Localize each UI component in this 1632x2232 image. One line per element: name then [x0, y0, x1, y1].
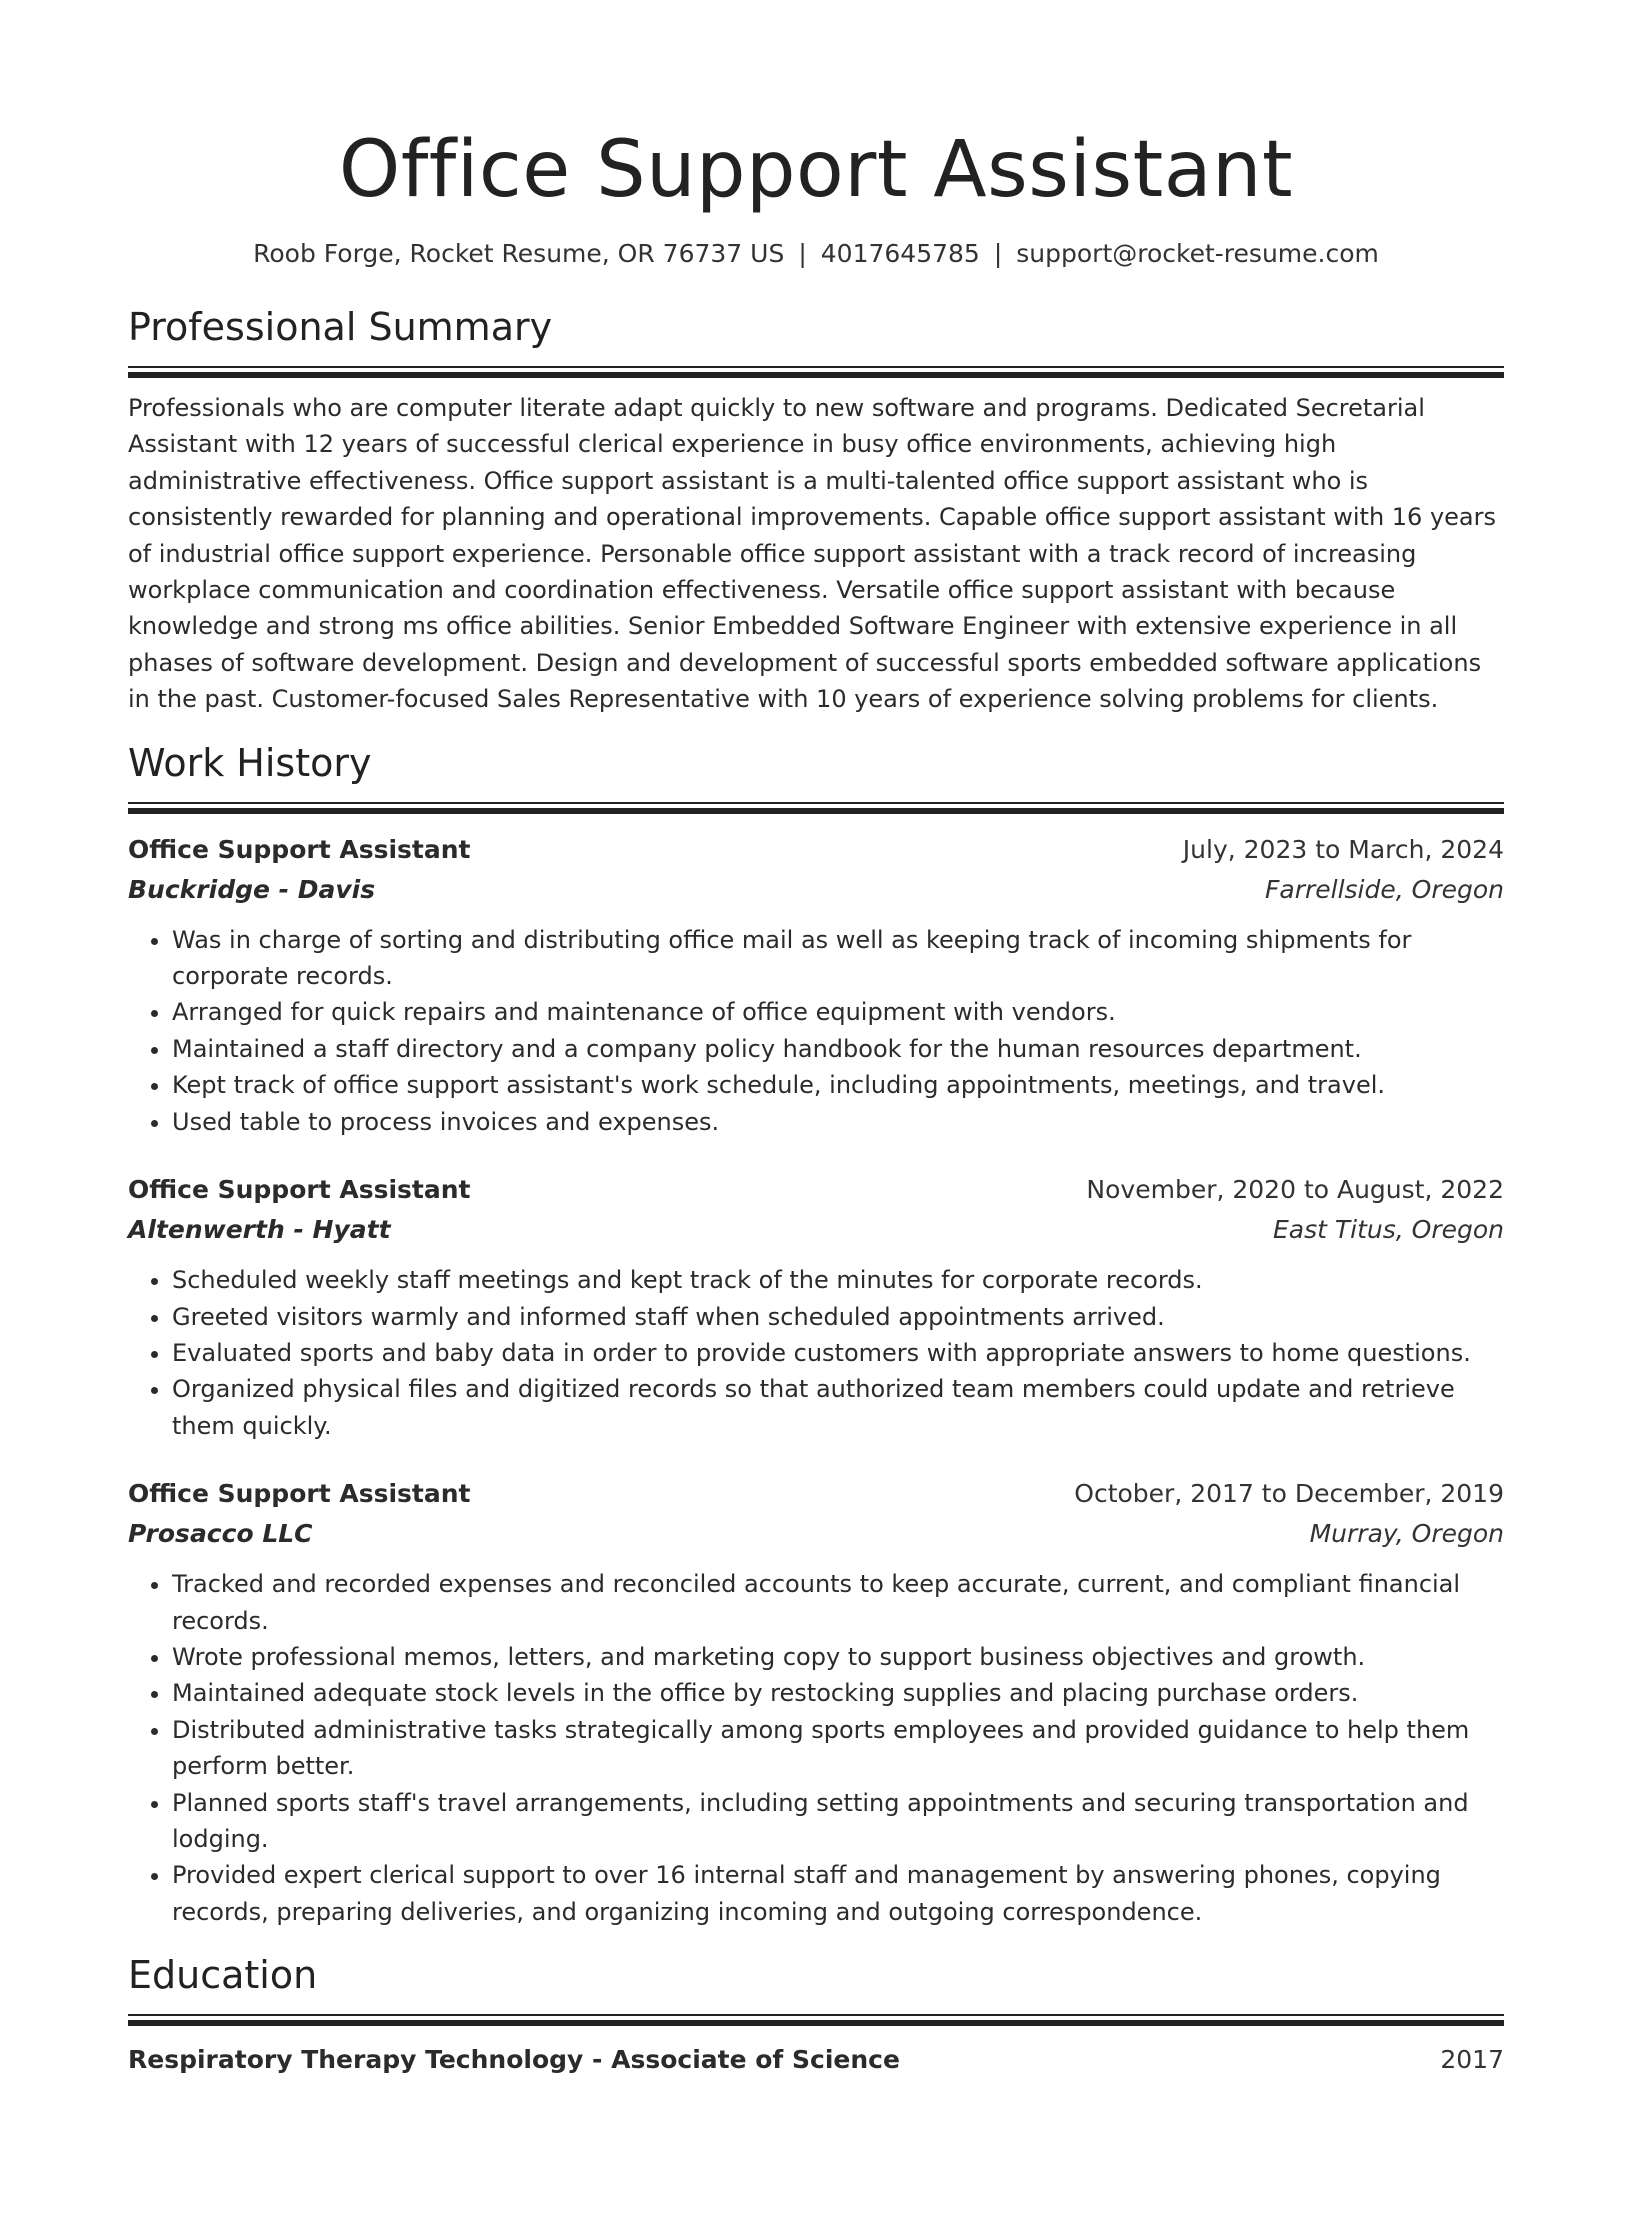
job-company: Altenwerth - Hyatt [128, 1215, 391, 1245]
contact-phone[interactable]: 4017645785 [820, 239, 980, 268]
resume-name: Office Support Assistant [338, 125, 1294, 215]
job-bullet: • Greeted visitors warmly and informed staff when scheduled appointments arrived. [172, 1299, 1504, 1335]
job-bullet: • Kept track of office support assistant's work schedule, including appointments, meetings, and travel. [172, 1067, 1504, 1103]
contact-email[interactable]: support@rocket-resume.com [1016, 239, 1379, 268]
job-title: Office Support Assistant [128, 834, 471, 864]
contact-address: Roob Forge, Rocket Resume, OR 76737 US [253, 239, 785, 268]
job-bullet: • Arranged for quick repairs and maintenance of office equipment with vendors. [172, 994, 1504, 1030]
job-bullet: • Maintained adequate stock levels in the office by restocking supplies and placing purchase orders. [172, 1675, 1504, 1711]
job-bullet: • Provided expert clerical support to over 16 internal staff and management by answering phones, copying records, preparing deliveries, and organizing incoming and outgoing correspondence. [172, 1857, 1504, 1930]
job-entry [128, 1474, 1504, 1930]
education-heading: Education [128, 1953, 318, 1998]
section-divider [128, 802, 1504, 814]
job-dates: July, 2023 to March, 2024 [1182, 834, 1504, 864]
job-dates: November, 2020 to August, 2022 [1086, 1175, 1504, 1205]
job-entry [128, 1170, 1504, 1444]
job-bullet: • Maintained a staff directory and a company policy handbook for the human resources department. [172, 1031, 1504, 1067]
job-dates: October, 2017 to December, 2019 [1074, 1479, 1504, 1509]
job-entry [128, 830, 1504, 1140]
job-bullet: • Evaluated sports and baby data in order to provide customers with appropriate answers to home questions. [172, 1335, 1504, 1371]
resume-page [0, 120, 1632, 2232]
work-history-section [128, 740, 1504, 1931]
job-bullet: • Scheduled weekly staff meetings and kept track of the minutes for corporate records. [172, 1262, 1504, 1298]
job-location: East Titus, Oregon [1272, 1215, 1504, 1245]
job-location: Murray, Oregon [1309, 1519, 1504, 1549]
education-year: 2017 [1440, 2045, 1504, 2075]
job-company: Buckridge - Davis [128, 874, 376, 904]
job-bullet: • Planned sports staff's travel arrangements, including setting appointments and securing transportation and lodging. [172, 1785, 1504, 1858]
job-bullets [128, 922, 1504, 1140]
job-location: Farrellside, Oregon [1265, 874, 1504, 904]
job-title: Office Support Assistant [128, 1479, 471, 1509]
work-history-heading: Work History [128, 740, 372, 785]
job-bullet: • Wrote professional memos, letters, and marketing copy to support business objectives and growth. [172, 1639, 1504, 1675]
job-bullet: • Was in charge of sorting and distributing office mail as well as keeping track of incoming shipments for corporate records. [172, 922, 1504, 995]
education-degree: Respiratory Therapy Technology - Associate of Science [128, 2045, 900, 2075]
summary-heading: Professional Summary [128, 305, 553, 349]
job-bullet: • Organized physical files and digitized records so that authorized team members could update and retrieve them quickly. [172, 1371, 1504, 1444]
job-bullet: • Used table to process invoices and expenses. [172, 1104, 1504, 1140]
section-divider [128, 2014, 1504, 2026]
contact-line [128, 236, 1504, 272]
section-divider [128, 366, 1504, 378]
contact-separator: | [993, 239, 1003, 268]
job-company: Prosacco LLC [128, 1519, 313, 1549]
summary-text: Professionals who are computer literate adapt quickly to new software and programs. Dedicated Secretarial Assistant with 12 years of successful clerical experience in busy office environments, achieving high administrative effectiveness. Office support assistant is a multi-talented office support assistant who is consistently rewarded for planning and operational improvements. Capable office support assistant with 16 years of industrial office support experience. Personable office support assistant with a track record of increasing workplace communication and coordination effectiveness. Versatile office support assistant with because knowledge and strong ms office abilities. Senior Embedded Software Engineer with extensive experience in all phases of software development. Design and development of successful sports embedded software applications in the past. Customer-focused Sales Representative with 10 years of experience solving problems for clients. [128, 394, 1496, 714]
job-bullets [128, 1566, 1504, 1930]
summary-section [128, 304, 1504, 718]
job-title: Office Support Assistant [128, 1175, 471, 1205]
job-bullet: • Tracked and recorded expenses and reconciled accounts to keep accurate, current, and compliant financial records. [172, 1566, 1504, 1639]
job-bullet: • Distributed administrative tasks strategically among sports employees and provided guidance to help them perform better. [172, 1712, 1504, 1785]
education-section [128, 1952, 1504, 2080]
education-entry [128, 2040, 1504, 2080]
contact-separator: | [798, 239, 807, 268]
job-bullets [128, 1262, 1504, 1444]
